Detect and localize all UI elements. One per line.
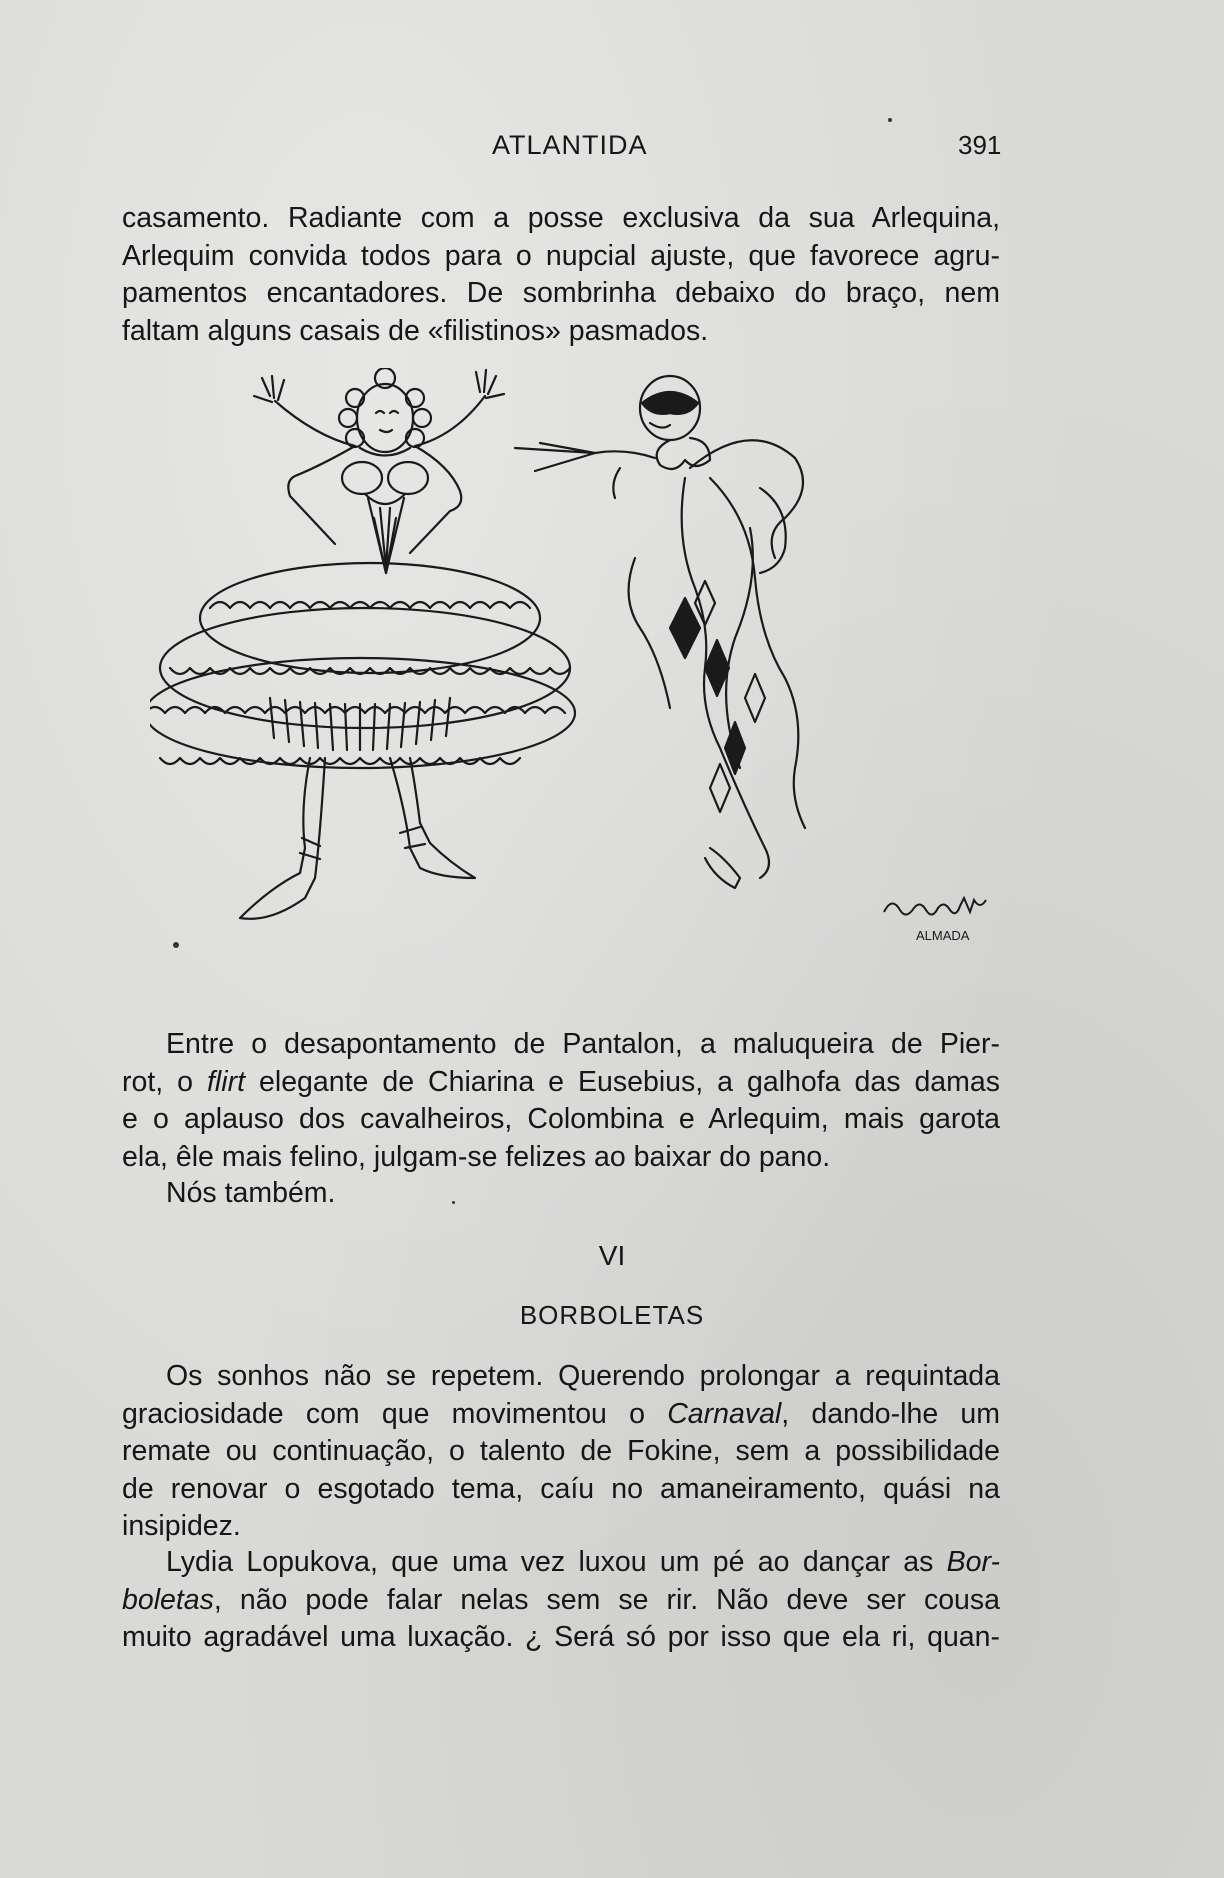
print-speck [888,118,892,122]
text-line: Entre o desapontamento de Pantalon, a maluqueira de Pier- [166,1028,1000,1060]
text-line: Arlequim convida todos para o nupcial ajuste, que favorece agru- [122,239,1000,272]
running-title: ATLANTIDA [492,130,648,160]
page-number: 391 [958,130,1002,160]
ballerina-figure [150,368,575,919]
text-run: , dando-lhe um [781,1397,1000,1430]
paragraph-5 [122,1544,1000,1657]
print-speck [173,942,179,948]
text-run: rot, o [122,1065,208,1098]
running-head [0,130,1224,164]
italic-text-run: boletas [122,1583,214,1616]
paragraph-3 [122,1175,1000,1213]
text-line: ela, êle mais felino, julgam-se felizes ao baixar do pano. [122,1140,831,1173]
italic-text-run: Carnaval [667,1397,782,1430]
text-run: graciosidade com que movimentou o [122,1397,668,1430]
text-line: de renovar o esgotado tema, caíu no amaneiramento, quási na [122,1472,1000,1505]
chapter-number: VI [598,1240,626,1271]
text-line: pamentos encantadores. De sombrinha debaixo do braço, nem [122,277,1000,309]
text-line [122,1544,1000,1582]
text-line: Nós também. [166,1177,336,1209]
paragraph-4 [122,1358,1000,1546]
text-line: casamento. Radiante com a posse exclusiva da sua Arlequina, [122,202,1000,234]
paragraph-1 [122,200,1000,350]
paragraph-2 [122,1026,1000,1176]
text-line: faltam alguns casais de «filistinos» pasmados. [122,314,709,347]
text-run: Lydia Lopukova, que uma vez luxou um pé ao dançar as [166,1546,947,1578]
text-run: elegante de Chiarina e Eusebius, a galhofa das damas [245,1065,1000,1098]
signature-name: ALMADA [916,928,970,943]
text-line: remate ou continuação, o talento de Fokine, sem a possibilidade [122,1435,1000,1467]
italic-text-run: flirt [207,1065,246,1098]
text-line [122,1064,1000,1102]
text-line: insipidez. [122,1510,241,1542]
artist-signature [880,890,1010,950]
text-run: , não pode falar nelas sem se rir. Não deve ser cousa [213,1583,1000,1616]
text-line: Os sonhos não se repetem. Querendo prolongar a requintada [166,1360,1000,1392]
text-line [122,1582,1000,1620]
print-speck [452,1201,455,1204]
chapter-title: BORBOLETAS [519,1300,705,1330]
text-line: e o aplauso dos cavalheiros, Colombina e Arlequim, mais garota [122,1103,1000,1135]
signature-scrawl-icon [884,898,986,915]
italic-text-run: Bor- [946,1546,1000,1578]
text-line [122,1396,1000,1434]
harlequin-figure [515,376,805,888]
text-line: muito agradável uma luxação. ¿ Será só por isso que ela ri, quan- [122,1621,1000,1653]
